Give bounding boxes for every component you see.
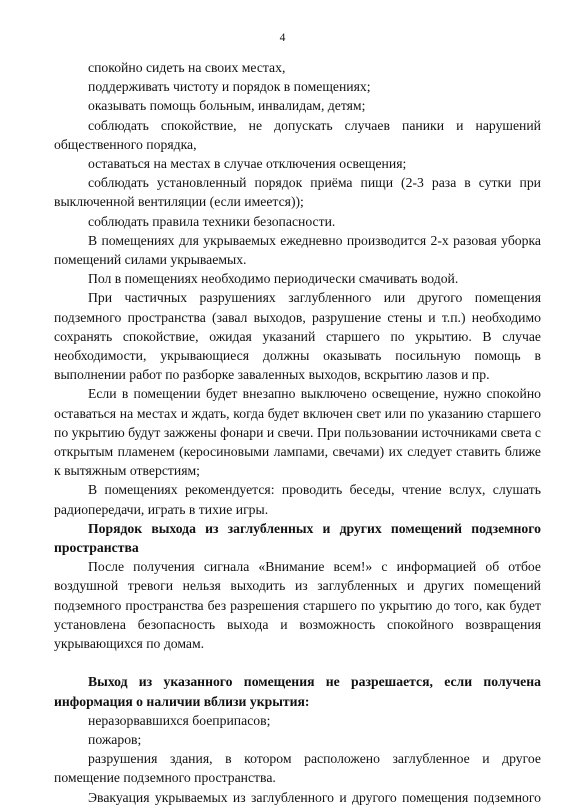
blank-line xyxy=(54,653,541,672)
document-body xyxy=(54,58,541,807)
paragraph-building-destruction: разрушения здания, в котором расположено заглубленное и другое помещение подземного пространства. xyxy=(54,751,541,786)
paragraph-help-others: оказывать помощь больным, инвалидам, детям; xyxy=(88,98,366,114)
paragraph-recommendations: В помещениях рекомендуется: проводить беседы, чтение вслух, слушать радиопередачи, играть в тихие игры. xyxy=(54,482,541,517)
paragraph-lights-off: оставаться на местах в случае отключения освещения; xyxy=(88,156,407,172)
heading-exit-forbidden: Выход из указанного помещения не разрешается, если получена информация о наличии вблизи укрытия: xyxy=(54,674,541,709)
paragraph-sit-calmly: спокойно сидеть на своих местах, xyxy=(88,60,286,75)
paragraph-safety-rules: соблюдать правила техники безопасности. xyxy=(88,213,336,229)
paragraph-fires: пожаров; xyxy=(88,731,142,747)
heading-exit-order: Порядок выхода из заглубленных и других помещений подземного пространства xyxy=(54,520,541,556)
paragraph-evacuation: Эвакуация укрываемых из заглубленного и другого помещения подземного xyxy=(88,789,541,805)
paragraph-partial-destruction: При частичных разрушениях заглубленного или другого помещения подземного пространства (завал выходов, разрушение стены и т.п.) необходимо сохранять спокойствие, ожидая указаний старшего по укрытию. В случае необходимости, укрывающиеся должны оказывать посильную помощь в выполнении работ по разборке заваленных выходов, вскрытию лазов и пр. xyxy=(54,290,541,383)
page-number: 4 xyxy=(279,32,286,44)
paragraph-exit-order: После получения сигнала «Внимание всем!» с информацией об отбое воздушной тревоги нельзя выходить из заглубленных и других помещений подземного пространства без разрешения старшего по укрытию до того, как будет установлена безопасность выхода и возможность спокойного возвращения укрывающихся по домам. xyxy=(54,559,541,652)
paragraph-wet-floor: Пол в помещениях необходимо периодически смачивать водой. xyxy=(88,271,459,287)
paragraph-daily-cleaning: В помещениях для укрываемых ежедневно производится 2-х разовая уборка помещений силами укрываемых. xyxy=(54,232,541,268)
paragraph-unexploded-ordnance: неразорвавшихся боеприпасов; xyxy=(88,712,271,728)
paragraph-meals: соблюдать установленный порядок приёма пищи (2-3 раза в сутки при выключенной вентиляции (если имеется)); xyxy=(54,175,541,210)
paragraph-keep-clean: поддерживать чистоту и порядок в помещениях; xyxy=(88,79,371,95)
paragraph-lighting-failure: Если в помещении будет внезапно выключено освещение, нужно спокойно оставаться на местах и ждать, когда будет включен свет или по указанию старшего по укрытию будут зажжены фонари и свечи. При пользовании источниками света с открытым пламенем (керосиновыми лампами, свечами) их следует ставить ближе к вытяжным отверстиям; xyxy=(54,386,541,479)
paragraph-stay-calm: соблюдать спокойствие, не допускать случаев паники и нарушений общественного порядка, xyxy=(54,117,541,152)
